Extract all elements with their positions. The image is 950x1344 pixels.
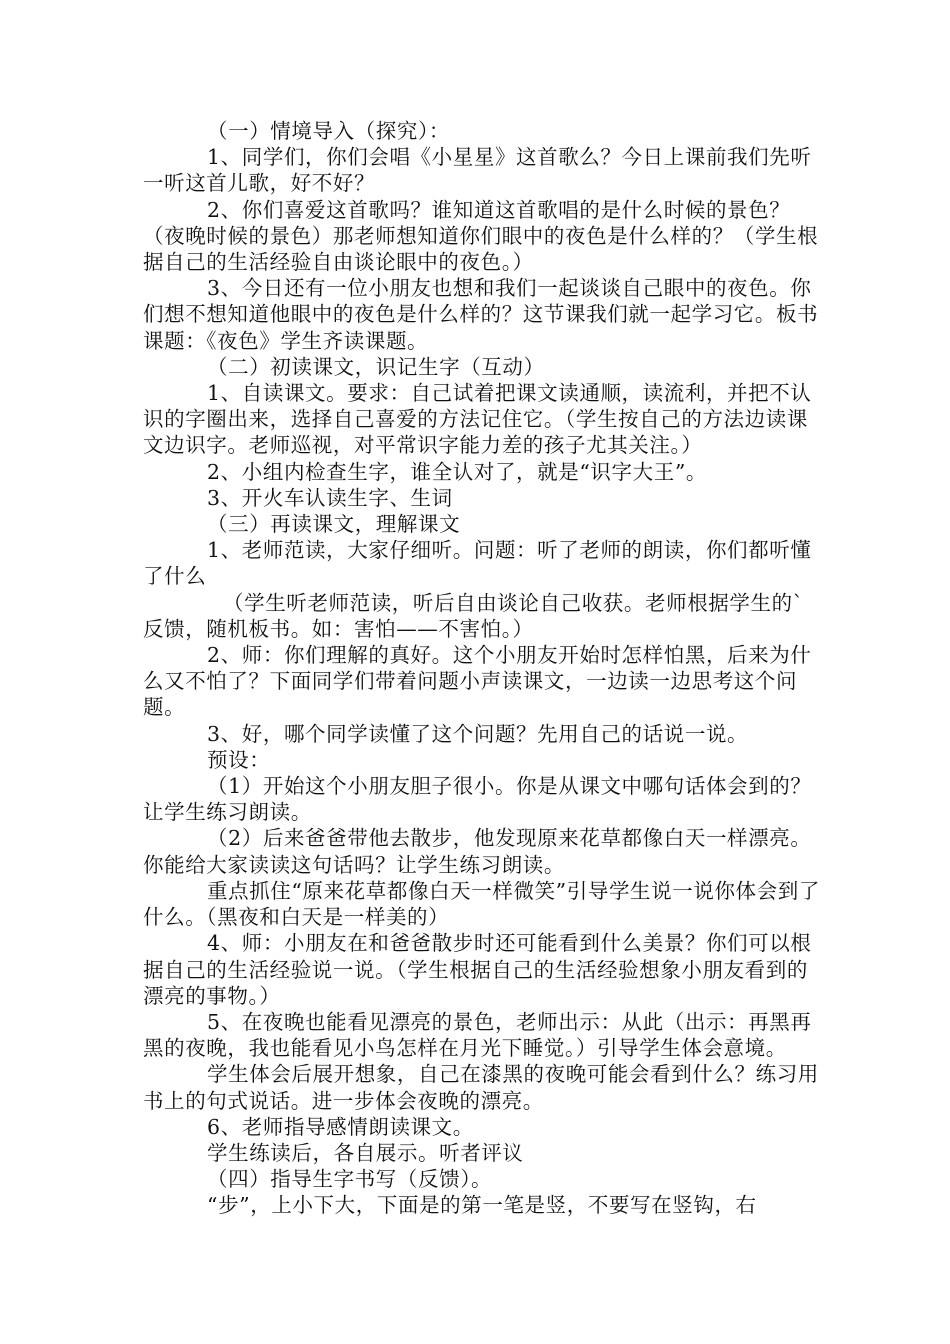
- paragraph: 6、老师指导感情朗读课文。: [207, 1114, 474, 1139]
- paragraph: 预设：: [207, 747, 271, 772]
- paragraph: （学生听老师范读，听后自由谈论自己收获。老师根据学生的`反馈，随机板书。如：害怕——不害怕。）: [143, 590, 804, 641]
- paragraph: 4、师：小朋友在和爸爸散步时还可能看到什么美景？你们可以根据自己的生活经验说一说。（学生根据自己的生活经验想象小朋友看到的漂亮的事物。）: [143, 931, 812, 1008]
- paragraph: 3、好，哪个同学读懂了这个问题？先用自己的话说一说。: [207, 721, 749, 746]
- paragraph: 5、在夜晚也能看见漂亮的景色，老师出示：从此（出示：再黑再黑的夜晚，我也能看见小鸟怎样在月光下睡觉。）引导学生体会意境。: [143, 1009, 812, 1061]
- paragraph: 1、同学们，你们会唱《小星星》这首歌么？今日上课前我们先听一听这首儿歌，好不好？: [143, 145, 812, 196]
- paragraph: 2、师：你们理解的真好。这个小朋友开始时怎样怕黑，后来为什么又不怕了？下面同学们带着问题小声读课文，一边读一边思考这个问题。: [143, 643, 812, 720]
- paragraph: 2、小组内检查生字，谁全认对了，就是“识字大王”。: [207, 459, 708, 484]
- paragraph: 3、今日还有一位小朋友也想和我们一起谈谈自己眼中的夜色。你们想不想知道他眼中的夜色是什么样的？这节课我们就一起学习它。板书课题：《夜色》学生齐读课题。: [143, 276, 819, 353]
- document-body: [143, 118, 823, 1219]
- paragraph: 3、开火车认读生字、生词: [207, 485, 453, 510]
- paragraph: 重点抓住“原来花草都像白天一样微笑”引导学生说一说你体会到了什么。（黑夜和白天是一样美的）: [143, 878, 820, 930]
- paragraph: “步”，上小下大，下面是的第一笔是竖，不要写在竖钩，右: [207, 1193, 757, 1218]
- paragraph: （2）后来爸爸带他去散步，他发现原来花草都像白天一样漂亮。你能给大家读读这句话吗？让学生练习朗读。: [143, 826, 812, 877]
- section-heading-1: （一）情境导入（探究）：: [207, 119, 450, 143]
- paragraph: （1）开始这个小朋友胆子很小。你是从课文中哪句话体会到的？让学生练习朗读。: [143, 774, 812, 825]
- paragraph: 1、老师范读，大家仔细听。问题：听了老师的朗读，你们都听懂了什么: [143, 538, 812, 589]
- paragraph: 2、你们喜爱这首歌吗？谁知道这首歌唱的是什么时候的景色？（夜晚时候的景色）那老师想知道你们眼中的夜色是什么样的？（学生根据自己的生活经验自由谈论眼中的夜色。）: [143, 197, 819, 275]
- paragraph: 学生体会后展开想象，自己在漆黑的夜晚可能会看到什么？练习用书上的句式说话。进一步体会夜晚的漂亮。: [143, 1062, 819, 1113]
- section-heading-4: （四）指导生字书写（反馈）。: [207, 1167, 493, 1192]
- section-heading-3: （三）再读课文，理解课文: [207, 512, 461, 537]
- paragraph: 1、自读课文。要求：自己试着把课文读通顺，读流利，并把不认识的字圈出来，选择自己喜爱的方法记住它。（学生按自己的方法边读课文边识字。老师巡视，对平常识字能力差的孩子尤其关注。）: [143, 381, 812, 458]
- section-heading-2: （二）初读课文，识记生字（互动）: [207, 354, 545, 379]
- paragraph: 学生练读后，各自展示。听者评议: [207, 1140, 524, 1165]
